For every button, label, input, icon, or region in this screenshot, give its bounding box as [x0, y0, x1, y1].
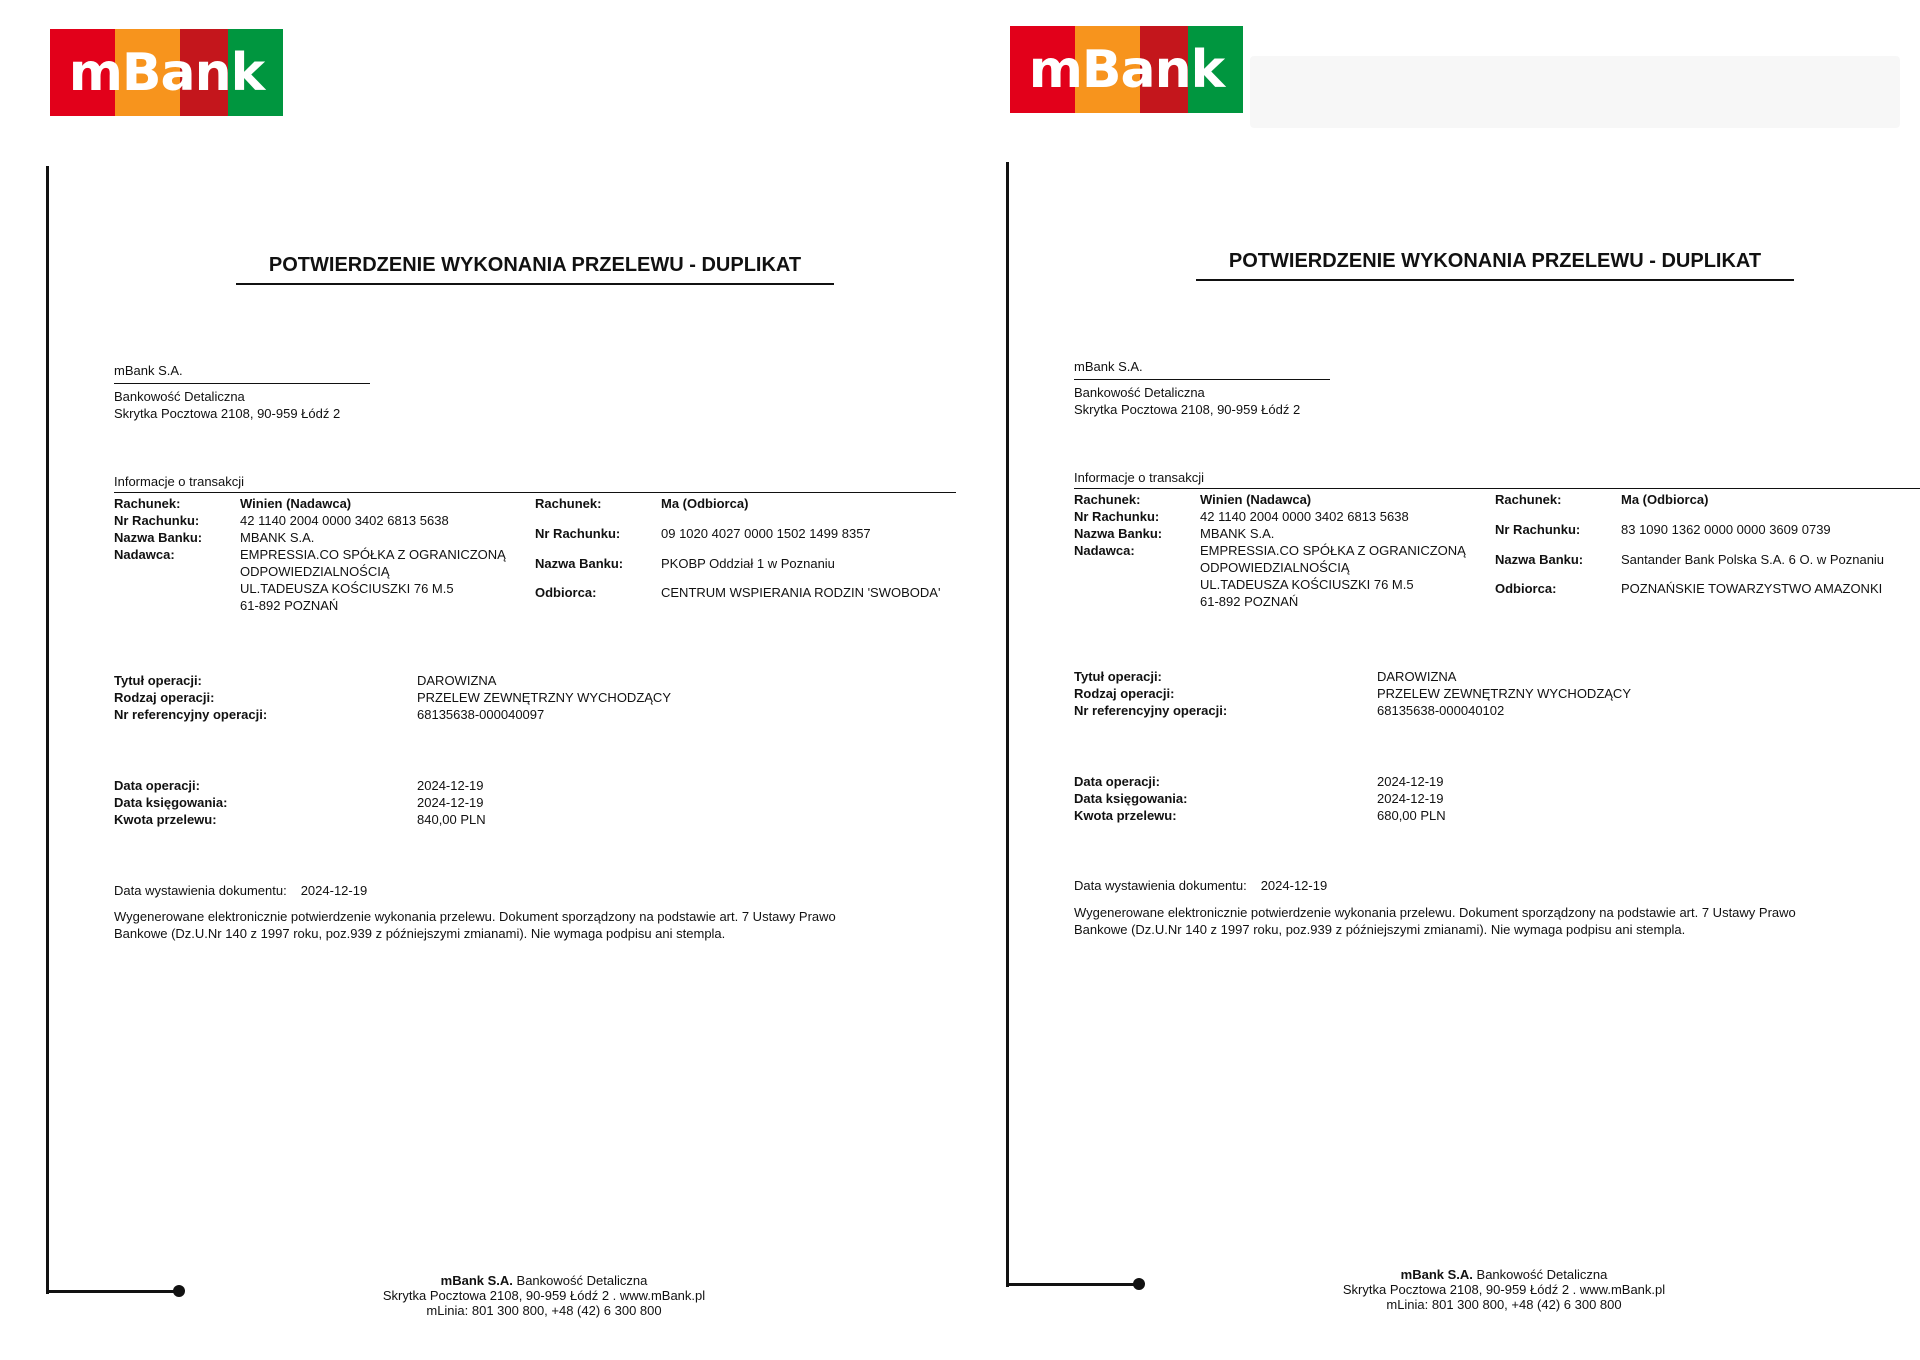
- sender-party: [240, 546, 535, 614]
- recipient-account-number: 83 1090 1362 0000 0000 3609 0739: [1621, 521, 1831, 537]
- description-line: Bankowe (Dz.U.Nr 140 z 1997 roku, poz.939 z późniejszymi zmianami). Nie wymaga podpisu ani stempla.: [1074, 922, 1686, 937]
- bank-address-block: [1074, 358, 1330, 418]
- recipient-party-label: Odbiorca:: [1495, 581, 1557, 597]
- operation-ref-value: 68135638-000040102: [1377, 703, 1505, 718]
- footer-bank-name: mBank S.A.: [1400, 1267, 1473, 1282]
- recipient-account-value: Ma (Odbiorca): [1621, 492, 1709, 507]
- sender-bank-name: MBANK S.A.: [1200, 526, 1275, 541]
- bank-address: Skrytka Pocztowa 2108, 90-959 Łódź 2: [114, 406, 341, 421]
- frame-horizontal-line: [1006, 1283, 1138, 1286]
- bank-address: Skrytka Pocztowa 2108, 90-959 Łódź 2: [1074, 402, 1301, 417]
- operation-title-value: DAROWIZNA: [1377, 669, 1457, 684]
- description-line: Wygenerowane elektronicznie potwierdzenie wykonania przelewu. Dokument sporządzony na podstawie art. 7 Ustawy Prawo: [114, 909, 836, 924]
- operation-type-label: Rodzaj operacji:: [1074, 686, 1175, 701]
- frame-horizontal-line: [46, 1290, 178, 1293]
- booking-date-label: Data księgowania:: [114, 795, 228, 810]
- logo-text: mBank: [1028, 39, 1225, 100]
- sender-column: [1074, 491, 1495, 610]
- bank-address-block: [114, 362, 370, 422]
- amount-value: 680,00 PLN: [1377, 808, 1446, 823]
- recipient-party: [661, 584, 956, 614]
- description-line: Bankowe (Dz.U.Nr 140 z 1997 roku, poz.939 z późniejszymi zmianami). Nie wymaga podpisu ani stempla.: [114, 926, 726, 941]
- footer-address: Skrytka Pocztowa 2108, 90-959 Łódź 2 . www.mBank.pl: [1342, 1282, 1666, 1297]
- recipient-bank-name: PKOBP Oddział 1 w Poznaniu: [661, 555, 835, 571]
- recipient-number-label: Nr Rachunku:: [535, 525, 621, 541]
- frame-vertical-line: [46, 166, 49, 1294]
- transaction-info: [1074, 469, 1920, 610]
- sender-line: UL.TADEUSZA KOŚCIUSZKI 76 M.5: [1200, 577, 1414, 592]
- recipient-account-number: 09 1020 4027 0000 1502 1499 8357: [661, 525, 871, 541]
- document-title: POTWIERDZENIE WYKONANIA PRZELEWU - DUPLIKAT: [1196, 250, 1794, 281]
- sender-bank-name: MBANK S.A.: [240, 530, 315, 545]
- sender-bank-label: Nazwa Banku:: [1074, 526, 1163, 541]
- operation-date-value: 2024-12-19: [417, 778, 484, 793]
- issue-date-label: Data wystawienia dokumentu:: [114, 883, 287, 898]
- recipient-bank-label: Nazwa Banku:: [535, 555, 624, 571]
- operation-details: [114, 672, 817, 723]
- operation-date-label: Data operacji:: [114, 778, 200, 793]
- sender-account-label: Rachunek:: [114, 496, 181, 511]
- recipient-line: CENTRUM WSPIERANIA RODZIN 'SWOBODA': [661, 585, 941, 601]
- issue-date: [114, 882, 367, 899]
- logo-text: mBank: [68, 42, 265, 103]
- footer-phone: mLinia: 801 300 800, +48 (42) 6 300 800: [1386, 1297, 1622, 1312]
- operation-ref-label: Nr referencyjny operacji:: [114, 707, 268, 722]
- operation-ref-value: 68135638-000040097: [417, 707, 545, 722]
- footer-division: Bankowość Detaliczna: [516, 1273, 648, 1288]
- legal-description: [114, 908, 944, 942]
- operation-details: [1074, 668, 1777, 719]
- booking-date-label: Data księgowania:: [1074, 791, 1188, 806]
- frame-vertical-line: [1006, 162, 1009, 1287]
- sender-number-label: Nr Rachunku:: [1074, 509, 1160, 524]
- sender-line: 61-892 POZNAŃ: [1200, 594, 1299, 609]
- sender-bank-label: Nazwa Banku:: [114, 530, 203, 545]
- recipient-party-label: Odbiorca:: [535, 585, 597, 601]
- sender-number-label: Nr Rachunku:: [114, 513, 200, 528]
- sender-account-label: Rachunek:: [1074, 492, 1141, 507]
- sender-account-value: Winien (Nadawca): [1200, 492, 1312, 507]
- sender-line: EMPRESSIA.CO SPÓŁKA Z OGRANICZONĄ: [1200, 543, 1466, 558]
- sender-account-number: 42 1140 2004 0000 3402 6813 5638: [1200, 509, 1409, 524]
- issue-date-value: 2024-12-19: [1260, 878, 1328, 893]
- operation-title-label: Tytuł operacji:: [114, 673, 202, 688]
- operation-title-label: Tytuł operacji:: [1074, 669, 1162, 684]
- sender-party: [1200, 542, 1495, 610]
- transaction-info-heading: Informacje o transakcji: [1074, 469, 1920, 489]
- sender-line: EMPRESSIA.CO SPÓŁKA Z OGRANICZONĄ: [240, 547, 506, 562]
- sender-line: ODPOWIEDZIALNOŚCIĄ: [1200, 560, 1350, 575]
- booking-date-value: 2024-12-19: [1377, 791, 1444, 806]
- sender-account-number: 42 1140 2004 0000 3402 6813 5638: [240, 513, 449, 528]
- bank-division: Bankowość Detaliczna: [114, 389, 245, 404]
- date-amount-details: [114, 777, 817, 828]
- footer-division: Bankowość Detaliczna: [1476, 1267, 1608, 1282]
- sender-column: [114, 495, 535, 614]
- sender-account-value: Winien (Nadawca): [240, 496, 352, 511]
- recipient-bank-label: Nazwa Banku:: [1495, 551, 1584, 567]
- mbank-logo: [50, 29, 283, 116]
- operation-title-value: DAROWIZNA: [417, 673, 497, 688]
- sender-party-label: Nadawca:: [1074, 543, 1135, 558]
- legal-description: [1074, 904, 1914, 938]
- recipient-account-value: Ma (Odbiorca): [661, 496, 749, 511]
- amount-label: Kwota przelewu:: [1074, 808, 1177, 823]
- recipient-column: [535, 495, 956, 614]
- recipient-column: [1495, 491, 1916, 610]
- footer-phone: mLinia: 801 300 800, +48 (42) 6 300 800: [426, 1303, 662, 1318]
- sender-party-label: Nadawca:: [114, 547, 175, 562]
- amount-label: Kwota przelewu:: [114, 812, 217, 827]
- operation-type-value: PRZELEW ZEWNĘTRZNY WYCHODZĄCY: [1377, 686, 1631, 701]
- issue-date: [1074, 877, 1327, 894]
- recipient-party: [1621, 580, 1916, 610]
- bank-name: mBank S.A.: [114, 362, 370, 384]
- transaction-info-heading: Informacje o transakcji: [114, 473, 956, 493]
- transaction-info: [114, 473, 956, 614]
- document-right: [960, 0, 1920, 1360]
- amount-value: 840,00 PLN: [417, 812, 486, 827]
- recipient-account-label: Rachunek:: [535, 496, 602, 511]
- footer-address: Skrytka Pocztowa 2108, 90-959 Łódź 2 . www.mBank.pl: [382, 1288, 706, 1303]
- operation-ref-label: Nr referencyjny operacji:: [1074, 703, 1228, 718]
- sender-line: 61-892 POZNAŃ: [240, 598, 339, 613]
- bank-division: Bankowość Detaliczna: [1074, 385, 1205, 400]
- mbank-logo: [1010, 26, 1243, 113]
- issue-date-value: 2024-12-19: [300, 883, 368, 898]
- document-title: POTWIERDZENIE WYKONANIA PRZELEWU - DUPLIKAT: [236, 254, 834, 285]
- sender-line: ODPOWIEDZIALNOŚCIĄ: [240, 564, 390, 579]
- description-line: Wygenerowane elektronicznie potwierdzenie wykonania przelewu. Dokument sporządzony na podstawie art. 7 Ustawy Prawo: [1074, 905, 1796, 920]
- booking-date-value: 2024-12-19: [417, 795, 484, 810]
- date-amount-details: [1074, 773, 1777, 824]
- operation-date-value: 2024-12-19: [1377, 774, 1444, 789]
- recipient-number-label: Nr Rachunku:: [1495, 521, 1581, 537]
- operation-date-label: Data operacji:: [1074, 774, 1160, 789]
- bank-name: mBank S.A.: [1074, 358, 1330, 380]
- document-footer: [300, 1273, 788, 1318]
- recipient-account-label: Rachunek:: [1495, 492, 1562, 507]
- operation-type-label: Rodzaj operacji:: [114, 690, 215, 705]
- frame-end-dot: [173, 1285, 185, 1297]
- operation-type-value: PRZELEW ZEWNĘTRZNY WYCHODZĄCY: [417, 690, 671, 705]
- recipient-line: POZNAŃSKIE TOWARZYSTWO AMAZONKI: [1621, 581, 1883, 597]
- document-footer: [1260, 1267, 1748, 1312]
- issue-date-label: Data wystawienia dokumentu:: [1074, 878, 1247, 893]
- sender-line: UL.TADEUSZA KOŚCIUSZKI 76 M.5: [240, 581, 454, 596]
- frame-end-dot: [1133, 1278, 1145, 1290]
- recipient-bank-name: Santander Bank Polska S.A. 6 O. w Poznaniu: [1621, 551, 1885, 567]
- footer-bank-name: mBank S.A.: [440, 1273, 513, 1288]
